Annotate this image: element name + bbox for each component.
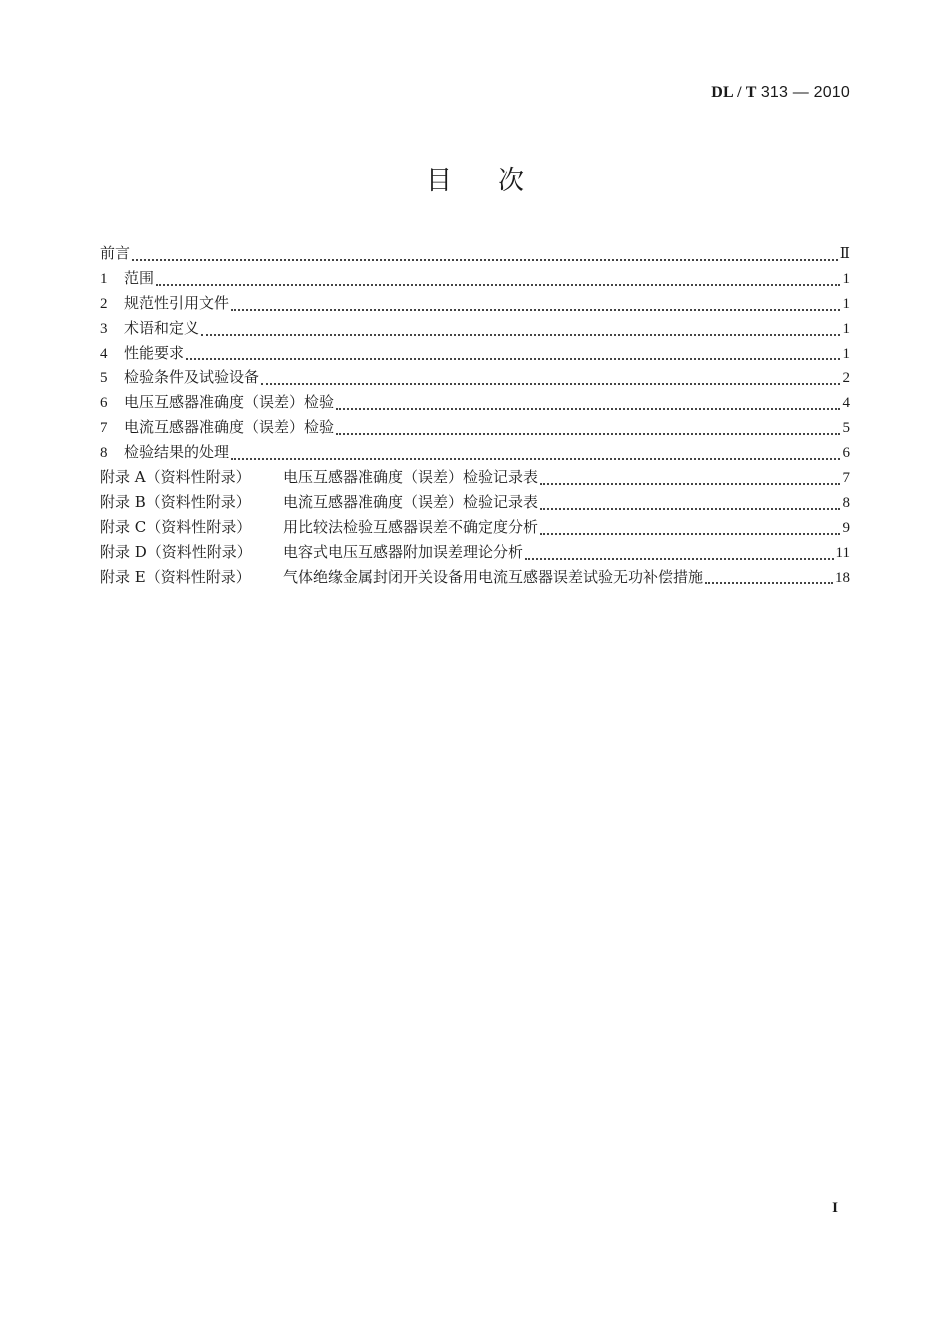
toc-entry[interactable] <box>100 316 850 341</box>
toc-entry-page: 2 <box>842 370 850 387</box>
toc-entry[interactable] <box>100 415 850 440</box>
toc-leader-dots <box>540 508 840 510</box>
toc-leader-dots <box>525 558 834 560</box>
toc-entry-page: 1 <box>842 345 850 362</box>
toc-entry-label: 检验条件及试验设备 <box>124 368 260 387</box>
toc-entry-number: 8 <box>100 445 108 462</box>
toc-leader-dots <box>132 259 838 261</box>
toc-entry-annex-prefix: 附录 B（资料性附录） <box>100 492 251 511</box>
toc-entry-page: 1 <box>842 320 850 337</box>
toc-entry-number: 1 <box>100 270 108 287</box>
toc-entry-label: 气体绝缘金属封闭开关设备用电流互感器误差试验无功补偿措施 <box>283 567 704 586</box>
toc-entry-label: 用比较法检验互感器误差不确定度分析 <box>283 517 539 536</box>
toc-entry-label: 规范性引用文件 <box>124 293 230 312</box>
toc-entry-page: 5 <box>842 420 850 437</box>
toc-leader-dots <box>186 358 840 360</box>
toc-entry-annex-prefix: 附录 A（资料性附录） <box>100 468 251 487</box>
table-of-contents <box>100 241 850 589</box>
toc-leader-dots <box>261 383 840 385</box>
toc-entry[interactable] <box>100 490 850 515</box>
toc-entry-page: 4 <box>842 395 850 412</box>
toc-leader-dots <box>336 408 840 410</box>
toc-entry-page: 18 <box>835 569 850 586</box>
toc-entry-label: 电压互感器准确度（误差）检验 <box>124 393 335 412</box>
toc-entry-page: 8 <box>842 494 850 511</box>
toc-entry-number: 3 <box>100 320 108 337</box>
document-code-prefix: DL / T <box>711 84 757 101</box>
toc-entry-number: 2 <box>100 295 108 312</box>
toc-entry-label: 电容式电压互感器附加误差理论分析 <box>283 542 524 561</box>
toc-entry[interactable] <box>100 515 850 540</box>
toc-entry[interactable] <box>100 365 850 390</box>
page-number: I <box>832 1200 838 1216</box>
toc-entry[interactable] <box>100 390 850 415</box>
toc-entry-label: 电流互感器准确度（误差）检验 <box>124 418 335 437</box>
toc-leader-dots <box>231 458 840 460</box>
toc-leader-dots <box>336 433 840 435</box>
toc-leader-dots <box>231 309 840 311</box>
document-code <box>711 84 850 102</box>
toc-entry[interactable] <box>100 266 850 291</box>
page-title: 目次 <box>425 166 570 196</box>
toc-leader-dots <box>540 533 840 535</box>
toc-entry-number: 7 <box>100 420 108 437</box>
toc-leader-dots <box>540 483 840 485</box>
toc-entry-number: 5 <box>100 370 108 387</box>
toc-leader-dots <box>705 582 833 584</box>
toc-entry[interactable] <box>100 540 850 565</box>
toc-entry-label: 电压互感器准确度（误差）检验记录表 <box>283 468 539 487</box>
toc-entry-page: 6 <box>842 445 850 462</box>
toc-entry[interactable] <box>100 565 850 590</box>
toc-entry-page: 1 <box>842 295 850 312</box>
toc-entry[interactable] <box>100 465 850 490</box>
toc-entry-label: 范围 <box>124 268 155 287</box>
document-code-number: 313 — 2010 <box>760 84 850 101</box>
toc-entry-page: 7 <box>842 470 850 487</box>
toc-entry-annex-prefix: 附录 D（资料性附录） <box>100 542 252 561</box>
toc-entry[interactable] <box>100 291 850 316</box>
toc-entry[interactable] <box>100 341 850 366</box>
toc-entry-label: 检验结果的处理 <box>124 443 230 462</box>
toc-entry-number: 6 <box>100 395 108 412</box>
toc-entry-annex-prefix: 附录 C（资料性附录） <box>100 517 252 536</box>
toc-entry-annex-prefix: 附录 E（资料性附录） <box>100 567 251 586</box>
toc-entry-page: 1 <box>842 270 850 287</box>
toc-entry-number: 4 <box>100 345 108 362</box>
toc-entry-label: 术语和定义 <box>124 318 200 337</box>
toc-leader-dots <box>201 334 840 336</box>
toc-entry-page: Ⅱ <box>839 246 850 262</box>
toc-entry-label: 电流互感器准确度（误差）检验记录表 <box>283 492 539 511</box>
toc-entry-page: 9 <box>842 519 850 536</box>
toc-entry[interactable] <box>100 241 850 266</box>
toc-entry-label: 前言 <box>100 244 131 262</box>
toc-leader-dots <box>156 284 840 286</box>
toc-entry[interactable] <box>100 440 850 465</box>
toc-entry-label: 性能要求 <box>124 343 185 362</box>
toc-entry-page: 11 <box>835 544 850 561</box>
